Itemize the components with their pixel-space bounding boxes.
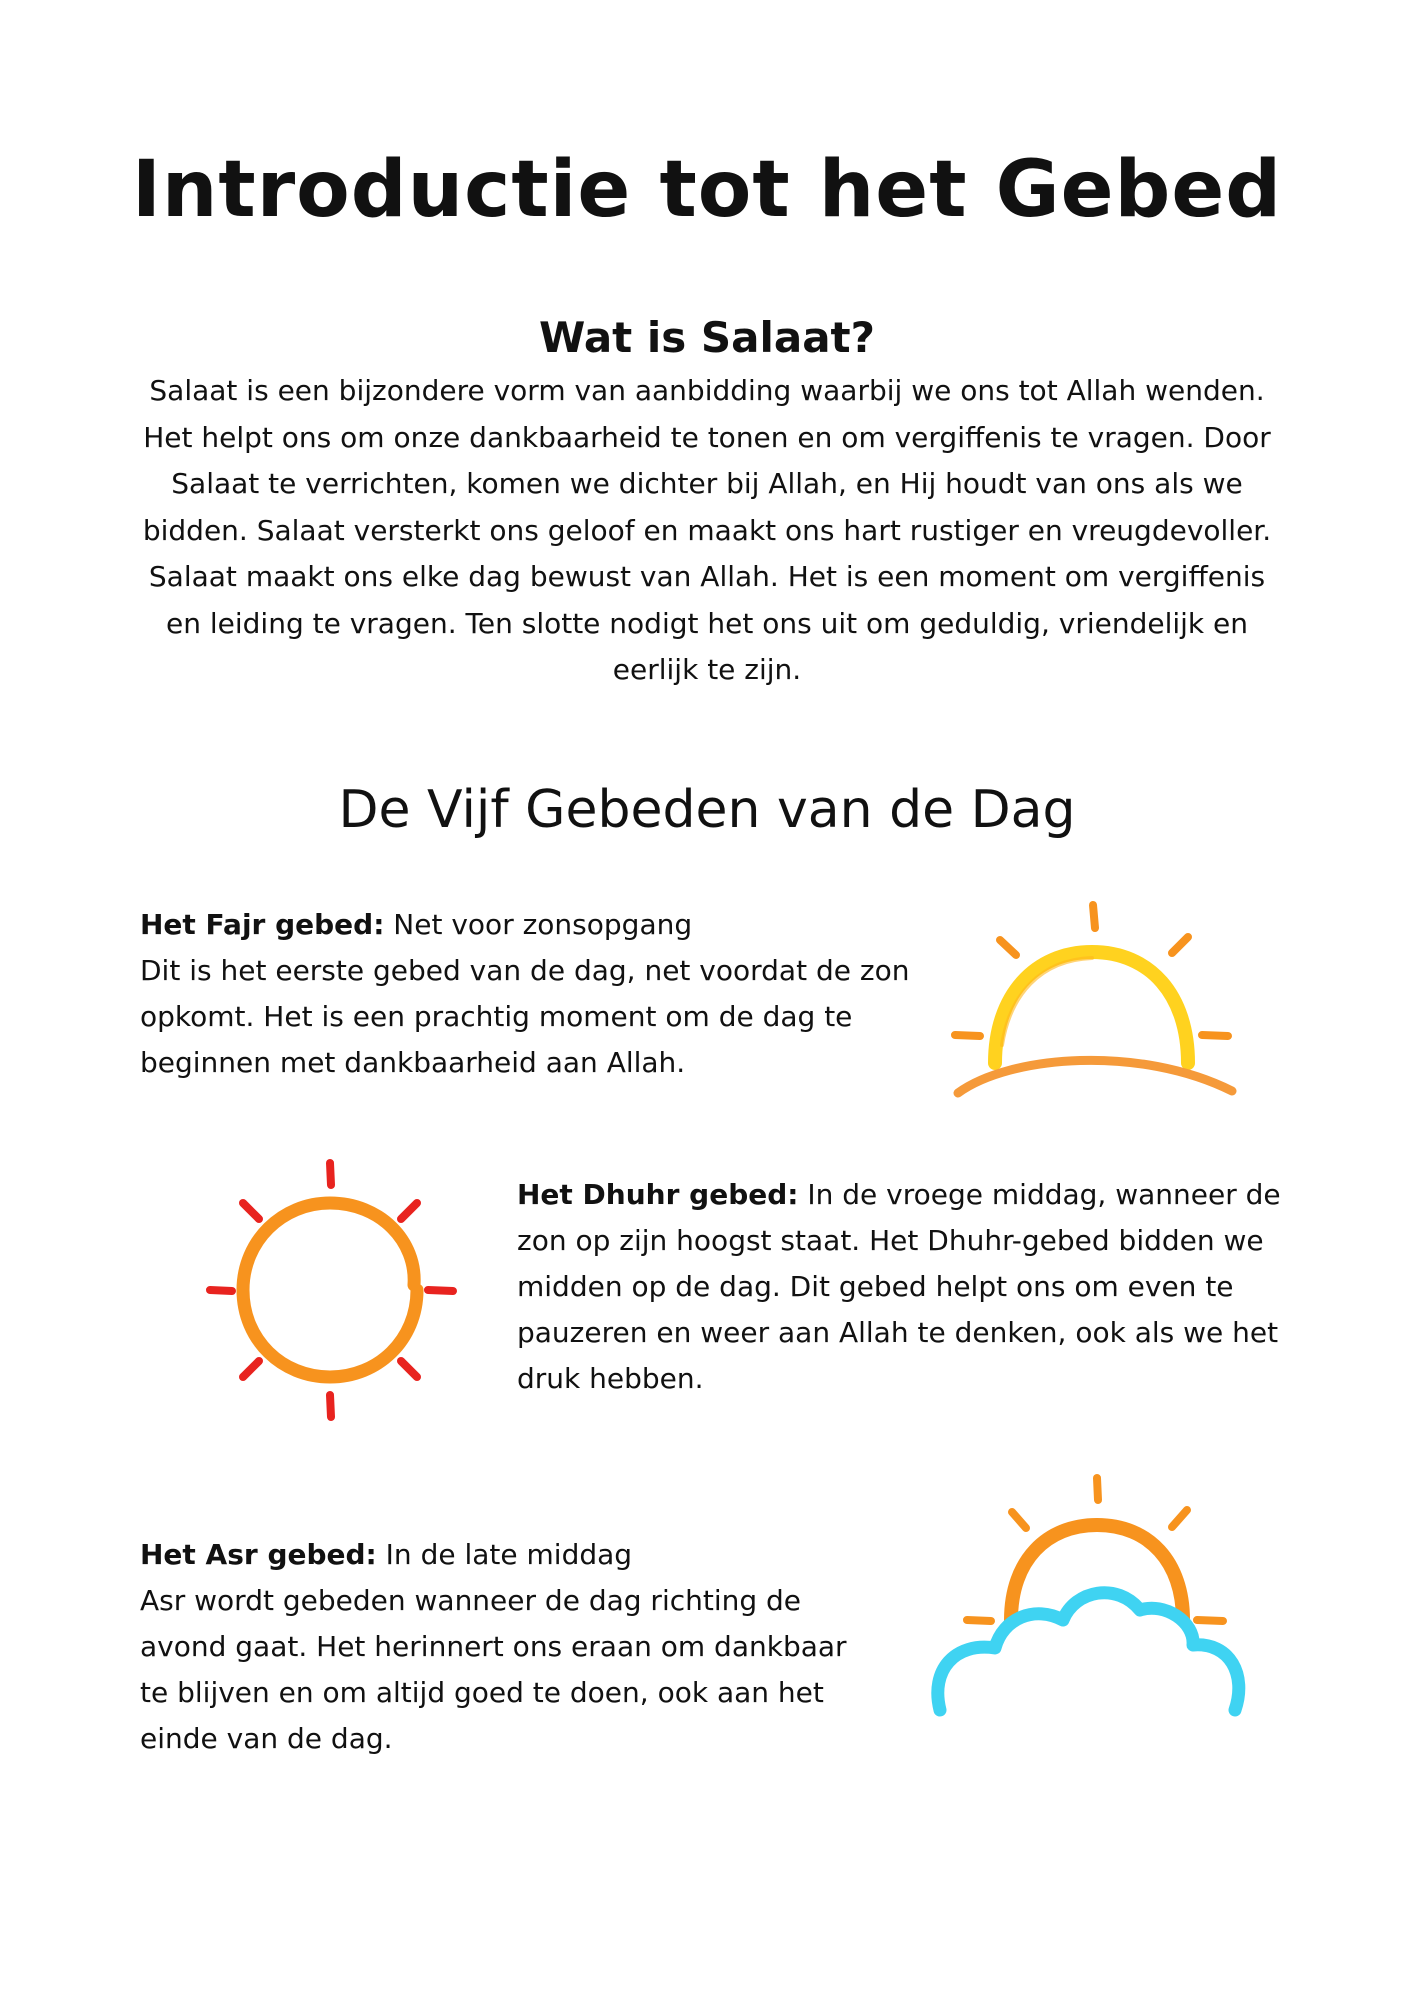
sunrise-icon: [940, 895, 1240, 1105]
prayer-asr: [140, 1532, 880, 1762]
prayer-dhuhr-time: In de vroege middag, wanneer de zon op zijn hoogst staat.: [517, 1178, 1281, 1257]
prayer-dhuhr: [517, 1172, 1297, 1402]
sun-icon: [195, 1155, 465, 1425]
prayer-fajr: [140, 902, 940, 1086]
intro-text: Salaat is een bijzondere vorm van aanbidding waarbij we ons tot Allah wenden. Het helpt ons om onze dankbaarheid te tonen en om vergiffenis te vragen. Door Salaat te verrichten, komen we dichter bij Allah, en Hij houdt van ons als we bidden. Salaat versterkt ons geloof en maakt ons hart rustiger en vreugdevoller. Salaat maakt ons elke dag bewust van Allah. Het is een moment om vergiffenis en leiding te vragen. Ten slotte nodigt het ons uit om geduldig, vriendelijk en eerlijk te zijn.: [142, 374, 1272, 686]
prayer-fajr-description: Dit is het eerste gebed van de dag, net voordat de zon opkomt. Het is een prachtig moment om de dag te beginnen met dankbaarheid aan Allah.: [140, 954, 910, 1079]
section-heading: De Vijf Gebeden van de Dag: [338, 780, 1076, 840]
prayer-asr-description: Asr wordt gebeden wanneer de dag richting de avond gaat. Het herinnert ons eraan om dankbaar te blijven en om altijd goed te doen, ook aan het einde van de dag.: [140, 1584, 847, 1755]
prayer-asr-name: Het Asr gebed:: [140, 1538, 377, 1571]
page-title: Introductie tot het Gebed: [131, 145, 1283, 235]
prayer-dhuhr-name: Het Dhuhr gebed:: [517, 1178, 799, 1211]
prayer-fajr-time: Net voor zonsopgang: [384, 908, 693, 941]
sun-behind-cloud-icon: [925, 1470, 1255, 1740]
prayer-fajr-name: Het Fajr gebed:: [140, 908, 385, 941]
prayer-asr-time: In de late middag: [376, 1538, 633, 1571]
prayer-dhuhr-description: Het Dhuhr-gebed bidden we midden op de dag. Dit gebed helpt ons om even te pauzeren en weer aan Allah te denken, ook als we het druk hebben.: [517, 1224, 1279, 1395]
intro-heading: Wat is Salaat?: [539, 313, 875, 362]
